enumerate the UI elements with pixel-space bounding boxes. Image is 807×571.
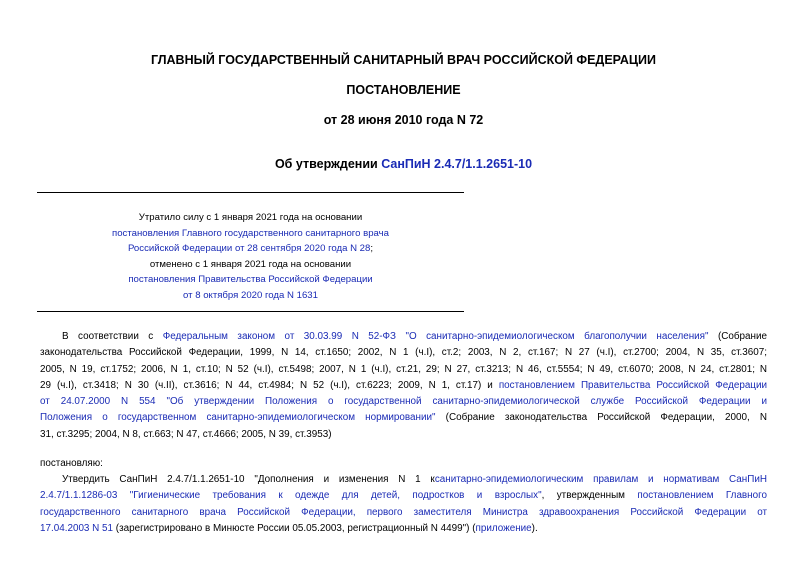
document-title <box>0 157 807 171</box>
notice-line-2: отменено с 1 января 2021 года на основании <box>149 258 352 270</box>
government-resolution-link[interactable]: постановлением Правительства Российской Федерации <box>498 379 767 391</box>
federal-law-link[interactable]: Федеральным законом от 30.03.99 N 52-ФЗ "О санитарно-эпидемиологическом благополучии населения" <box>162 331 709 342</box>
preamble-line: 31, ст.3295; 2004, N 8, ст.663; N 47, ст.4666; 2005, N 39, ст.3953) <box>40 428 332 440</box>
top-divider <box>37 192 464 193</box>
item-paragraph <box>40 472 767 537</box>
date-number-heading: от 28 июня 2010 года N 72 <box>323 113 484 127</box>
notice-link-2a[interactable]: постановления Правительства Российской Федерации <box>128 274 373 286</box>
item-text: , утвержденным <box>541 490 638 502</box>
appendix-link[interactable]: приложение <box>475 522 532 534</box>
sanpin-rules-link[interactable]: санитарно-эпидемиологическим правилам и нормативам СанПиН <box>434 474 767 485</box>
notice-line-1: Утратило силу с 1 января 2021 года на основании <box>138 212 363 223</box>
preamble-text: (Собрание законодательства Российской Федерации, 2000, N <box>435 412 767 424</box>
title-prefix: Об утверждении <box>274 157 382 171</box>
item-text: ). <box>531 522 538 534</box>
notice-semicolon: ; <box>370 243 374 255</box>
preamble-line: 2005, N 19, ст.1752; 2006, N 1, ст.10; N 52 (ч.I), ст.5498; 2007, N 1 (ч.I), ст.21, 29; N 27, ст.3213; N 46, ст.5554; N 49, ст.6070; 2008, N 24, ст.2801; N <box>40 363 767 375</box>
item-text: (зарегистрировано в Минюсте России 05.05.2003, регистрационный N 4499") ( <box>113 522 476 534</box>
resolve-word: постановляю: <box>40 458 103 469</box>
chief-doctor-resolution-link[interactable]: постановлением Главного <box>637 490 767 502</box>
notice-link-1a[interactable]: постановления Главного государственного санитарного врача <box>112 227 389 239</box>
notice-link-1b[interactable]: Российской Федерации от 28 сентября 2020 года N 28 <box>127 243 371 255</box>
preamble-paragraph <box>40 329 767 443</box>
government-resolution-link-cont[interactable]: от 24.07.2000 N 554 "Об утверждении Положения о государственной санитарно-эпидемиологической службе Российской Федерации и <box>40 396 767 408</box>
government-resolution-link-end[interactable]: Положения о государственном санитарно-эпидемиологическом нормировании" <box>40 412 436 424</box>
doc-type-heading: ПОСТАНОВЛЕНИЕ <box>346 83 461 97</box>
preamble-line: законодательства Российской Федерации, 1999, N 14, ст.1650; 2002, N 1 (ч.I), ст.2; 2003, N 2, ст.167; N 27 (ч.I), ст.2700; 2004, N 35, ст.3607; <box>40 347 767 359</box>
sanpin-rules-link-cont[interactable]: 2.4.7/1.1.1286-03 "Гигиенические требования к одежде для детей, подростков и взрослых" <box>40 490 542 502</box>
bottom-divider <box>37 311 464 312</box>
preamble-line: 29 (ч.I), ст.3418; N 30 (ч.II), ст.3616; N 44, ст.4984; N 52 (ч.I), ст.6223; 2009, N 1, ст.17) и <box>40 379 499 391</box>
notice-link-2b[interactable]: от 8 октября 2020 года N 1631 <box>183 289 318 301</box>
authority-heading: ГЛАВНЫЙ ГОСУДАРСТВЕННЫЙ САНИТАРНЫЙ ВРАЧ РОССИЙСКОЙ ФЕДЕРАЦИИ <box>150 53 657 67</box>
item-text: Утвердить СанПиН 2.4.7/1.1.2651-10 "Дополнения и изменения N 1 к <box>62 474 435 485</box>
preamble-text: (Собрание <box>708 331 767 342</box>
chief-doctor-resolution-link-cont[interactable]: государственного санитарного врача Российской Федерации, первого заместителя Министра здравоохранения Российской Федерации от <box>40 506 767 518</box>
preamble-intro: В соответствии с <box>62 331 163 342</box>
sanpin-title-link[interactable]: СанПиН 2.4.7/1.1.2651-10 <box>381 157 533 171</box>
repeal-notice <box>37 210 464 304</box>
chief-doctor-resolution-link-end[interactable]: 17.04.2003 N 51 <box>40 522 114 534</box>
